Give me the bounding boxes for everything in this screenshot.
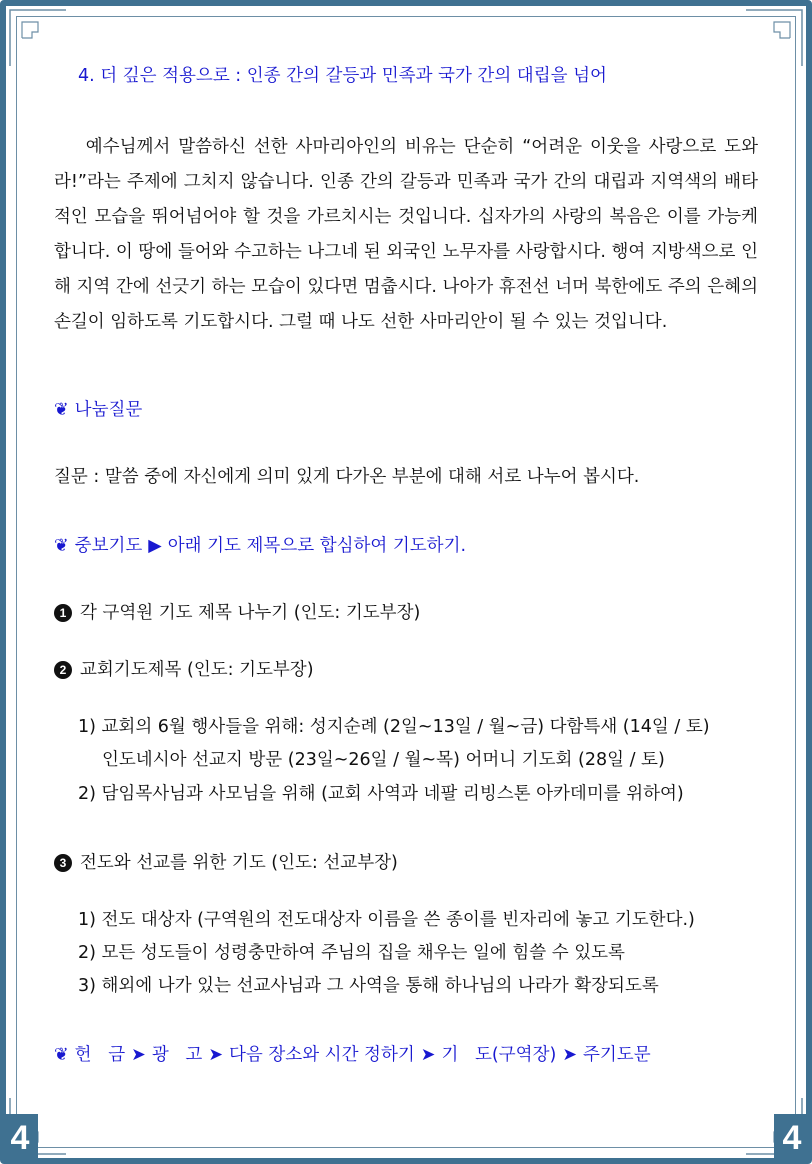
arrow-icon: ➤ [420, 1045, 436, 1065]
arrow-icon: ➤ [131, 1045, 146, 1065]
prayer-item-3 [54, 849, 398, 874]
page-number-right: 4 [774, 1114, 810, 1162]
intercession-title: 중보기도 [74, 536, 143, 556]
prayer-item-1 [54, 599, 420, 624]
prayer-item-text: 전도와 선교를 위한 기도 (인도: 선교부장) [80, 853, 398, 873]
fleuron-icon: ❦ [54, 536, 69, 556]
mission-item-3: 3) 해외에 나가 있는 선교사님과 그 사역을 통해 하나님의 나라가 확장되도록 [78, 976, 659, 996]
sharing-title-line [54, 396, 142, 421]
order-step-prayer: 기 도(구역장) [441, 1045, 557, 1065]
corner-ornament-top-left [8, 8, 68, 68]
prayer-item-text: 각 구역원 기도 제목 나누기 (인도: 기도부장) [80, 603, 421, 623]
meeting-order-line [54, 1041, 651, 1066]
corner-ornament-top-right [744, 8, 804, 68]
sharing-question: 질문 : 말씀 중에 자신에게 의미 있게 다가온 부분에 대해 서로 나누어 봅시다. [54, 467, 640, 487]
circled-number-2: 2 [54, 661, 72, 679]
fleuron-icon: ❦ [54, 400, 69, 420]
fleuron-icon: ❦ [54, 1045, 69, 1065]
church-item-2: 2) 담임목사님과 사모님을 위해 (교회 사역과 네팔 리빙스톤 아카데미를 위하여) [78, 784, 684, 804]
body-text: 예수님께서 말씀하신 선한 사마리아인의 비유는 단순히 “어려운 이웃을 사랑으로 도와라!”라는 주제에 그치지 않습니다. 인종 간의 갈등과 민족과 국가 간의 대립과 지역색의 배타적인 모습을 뛰어넘어야 할 것을 가르치시는 것입니다. 십자가의 사랑의 복음은 이를 가능케 합니다. 이 땅에 들어와 수고하는 나그네 된 외국인 노무자를 사랑합시다. 행여 지방색으로 인해 지역 간에 선긋기 하는 모습이 있다면 멈춥시다. 나아가 휴전선 너머 북한에도 주의 은혜의 손길이 임하도록 기도합시다. 그럴 때 나도 선한 사마리안이 될 수 있는 것입니다. [54, 137, 758, 332]
arrow-icon: ➤ [208, 1045, 224, 1065]
church-item-1: 1) 교회의 6월 행사들을 위해: 성지순례 (2일~13일 / 월~금) 다함특새 (14일 / 토) [78, 717, 710, 737]
sharing-title: 나눔질문 [74, 400, 143, 420]
play-arrow-icon: ▶ [148, 536, 162, 556]
church-item-1-continued: 인도네시아 선교지 방문 (23일~26일 / 월~목) 어머니 기도회 (28일 / 토) [102, 750, 665, 770]
arrow-icon: ➤ [562, 1045, 577, 1065]
intercession-subtitle: 아래 기도 제목으로 합심하여 기도하기. [167, 536, 467, 556]
body-paragraph [54, 130, 758, 340]
page-number-left: 4 [2, 1114, 38, 1162]
order-step-announcements: 광 고 [151, 1045, 203, 1065]
order-step-offering: 헌 금 [74, 1045, 126, 1065]
section-heading: 4. 더 깊은 적용으로 : 인종 간의 갈등과 민족과 국가 간의 대립을 넘어 [78, 66, 607, 86]
order-step-next-meeting: 다음 장소와 시간 정하기 [229, 1045, 415, 1065]
circled-number-1: 1 [54, 604, 72, 622]
order-step-lords-prayer: 주기도문 [582, 1045, 651, 1065]
circled-number-3: 3 [54, 854, 72, 872]
intercession-title-line [54, 532, 466, 557]
prayer-item-2 [54, 656, 314, 681]
mission-item-1: 1) 전도 대상자 (구역원의 전도대상자 이름을 쓴 종이를 빈자리에 놓고 기도한다.) [78, 910, 695, 930]
prayer-item-text: 교회기도제목 (인도: 기도부장) [80, 660, 314, 680]
mission-item-2: 2) 모든 성도들이 성령충만하여 주님의 집을 채우는 일에 힘쓸 수 있도록 [78, 943, 625, 963]
